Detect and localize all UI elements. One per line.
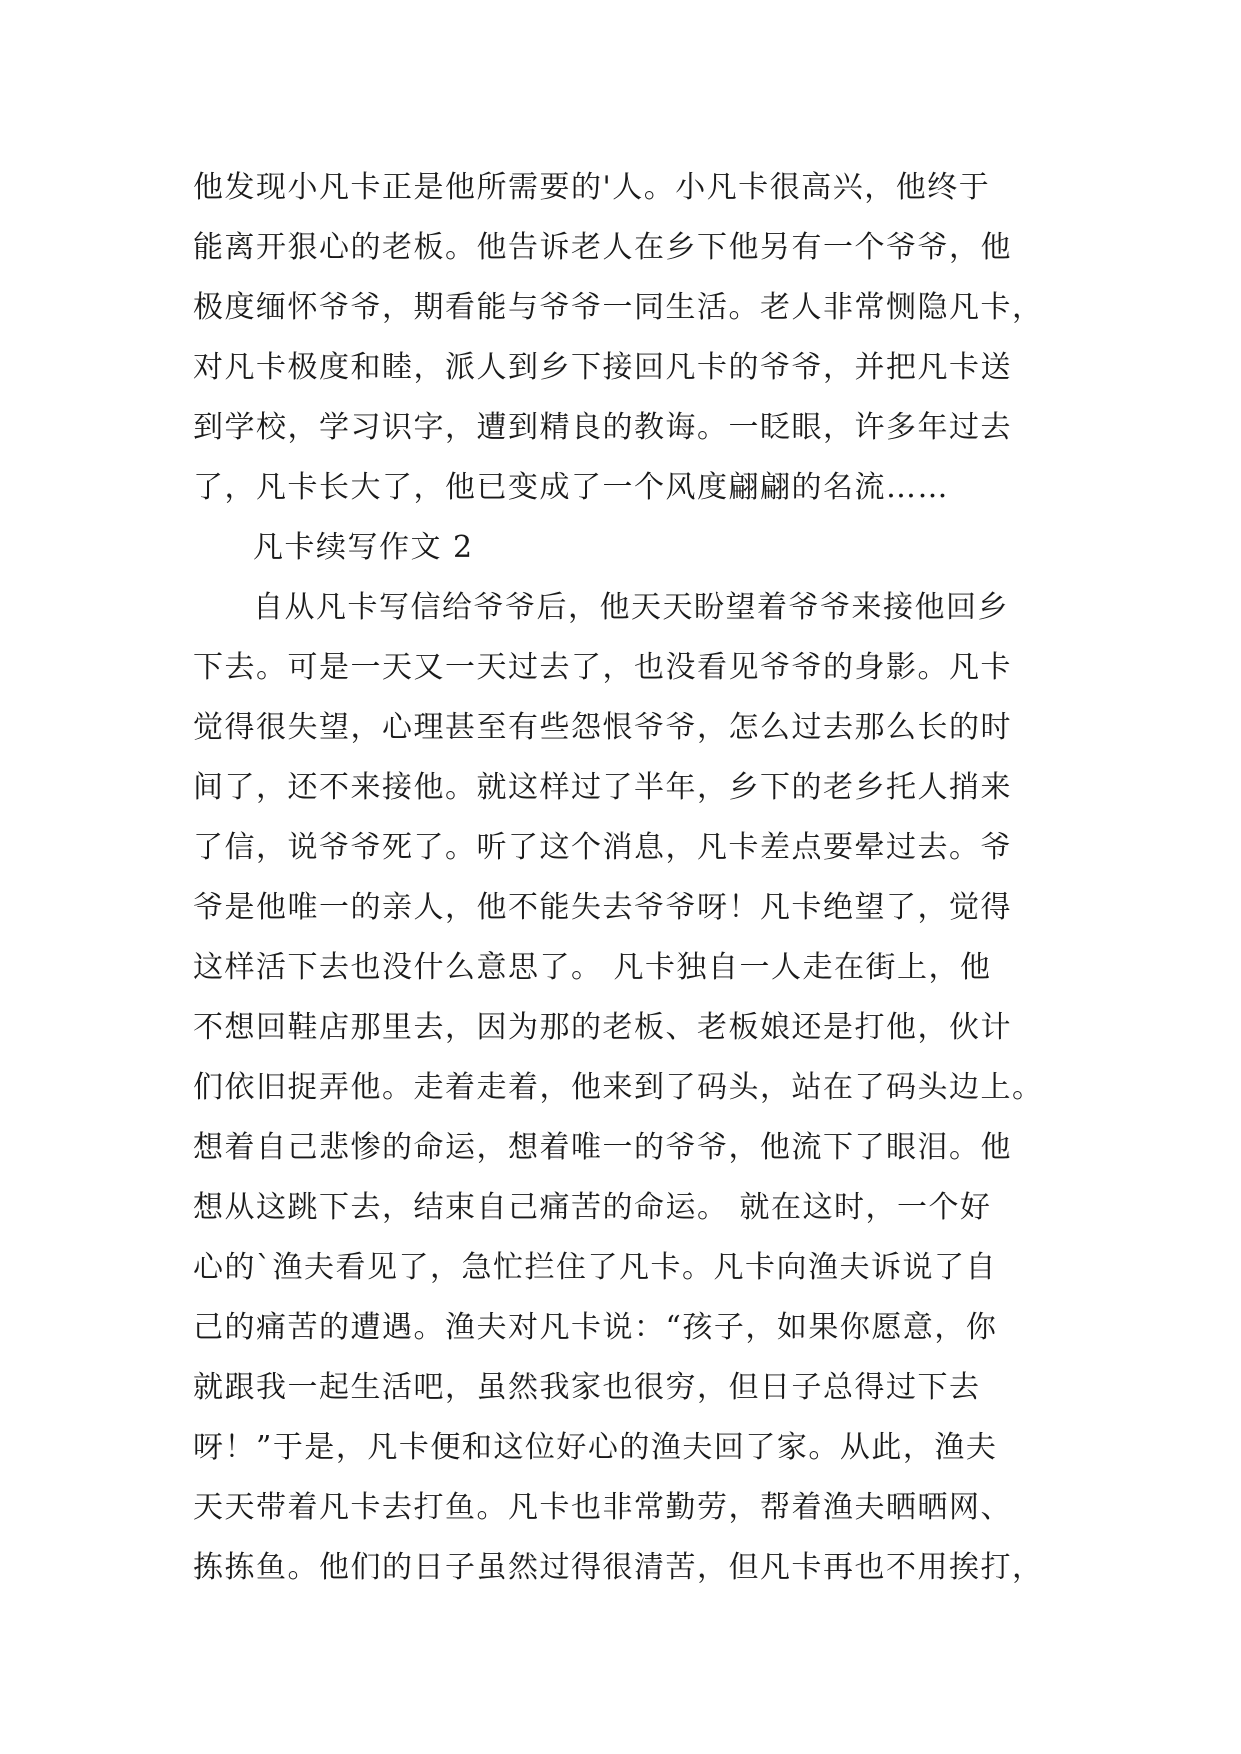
para2-line-12: 心的`渔夫看见了，急忙拦住了凡卡。凡卡向渔夫诉说了自 xyxy=(193,1250,997,1285)
para2-line-3: 觉得很失望，心理甚至有些怨恨爷爷，怎么过去那么长的时 xyxy=(193,710,1012,745)
para2-line-15: 呀！”于是，凡卡便和这位好心的渔夫回了家。从此，渔夫 xyxy=(193,1430,998,1465)
para1-line-3: 极度缅怀爷爷，期看能与爷爷一同生活。老人非常恻隐凡卡， xyxy=(193,290,1044,325)
para1-line-6: 了，凡卡长大了，他已变成了一个风度翩翩的名流…… xyxy=(193,470,949,505)
para2-line-1: 自从凡卡写信给爷爷后，他天天盼望着爷爷来接他回乡 xyxy=(253,590,1009,625)
para2-line-4: 间了，还不来接他。就这样过了半年，乡下的老乡托人捎来 xyxy=(193,770,1012,805)
para2-line-8: 不想回鞋店那里去，因为那的老板、老板娘还是打他，伙计 xyxy=(193,1010,1012,1045)
para2-line-13: 己的痛苦的遭遇。渔夫对凡卡说：“孩子，如果你愿意，你 xyxy=(193,1310,998,1345)
para1-line-5: 到学校，学习识字，遭到精良的教诲。一眨眼，许多年过去 xyxy=(193,410,1012,445)
para2-line-7: 这样活下去也没什么意思了。 凡卡独自一人走在街上，他 xyxy=(193,950,992,985)
para2-line-11: 想从这跳下去，结束自己痛苦的命运。 就在这时，一个好 xyxy=(193,1190,992,1225)
para2-line-10: 想着自己悲惨的命运，想着唯一的爷爷，他流下了眼泪。他 xyxy=(193,1130,1012,1165)
para1-line-4: 对凡卡极度和睦，派人到乡下接回凡卡的爷爷，并把凡卡送 xyxy=(193,350,1012,385)
para2-line-2: 下去。可是一天又一天过去了，也没看见爷爷的身影。凡卡 xyxy=(193,650,1012,685)
document-body xyxy=(193,158,1053,1598)
para2-line-5: 了信，说爷爷死了。听了这个消息，凡卡差点要晕过去。爷 xyxy=(193,830,1012,865)
para2-line-16: 天天带着凡卡去打鱼。凡卡也非常勤劳，帮着渔夫晒晒网、 xyxy=(193,1490,1012,1525)
para1-line-1: 他发现小凡卡正是他所需要的'人。小凡卡很高兴，他终于 xyxy=(193,170,991,205)
section-heading: 凡卡续写作文 2 xyxy=(253,530,474,565)
para2-line-9: 们依旧捉弄他。走着走着，他来到了码头，站在了码头边上。 xyxy=(193,1070,1044,1105)
para2-line-6: 爷是他唯一的亲人，他不能失去爷爷呀！凡卡绝望了，觉得 xyxy=(193,890,1012,925)
para1-line-2: 能离开狠心的老板。他告诉老人在乡下他另有一个爷爷，他 xyxy=(193,230,1012,265)
para2-line-14: 就跟我一起生活吧，虽然我家也很穷，但日子总得过下去 xyxy=(193,1370,981,1405)
para2-line-17: 拣拣鱼。他们的日子虽然过得很清苦，但凡卡再也不用挨打， xyxy=(193,1550,1044,1585)
